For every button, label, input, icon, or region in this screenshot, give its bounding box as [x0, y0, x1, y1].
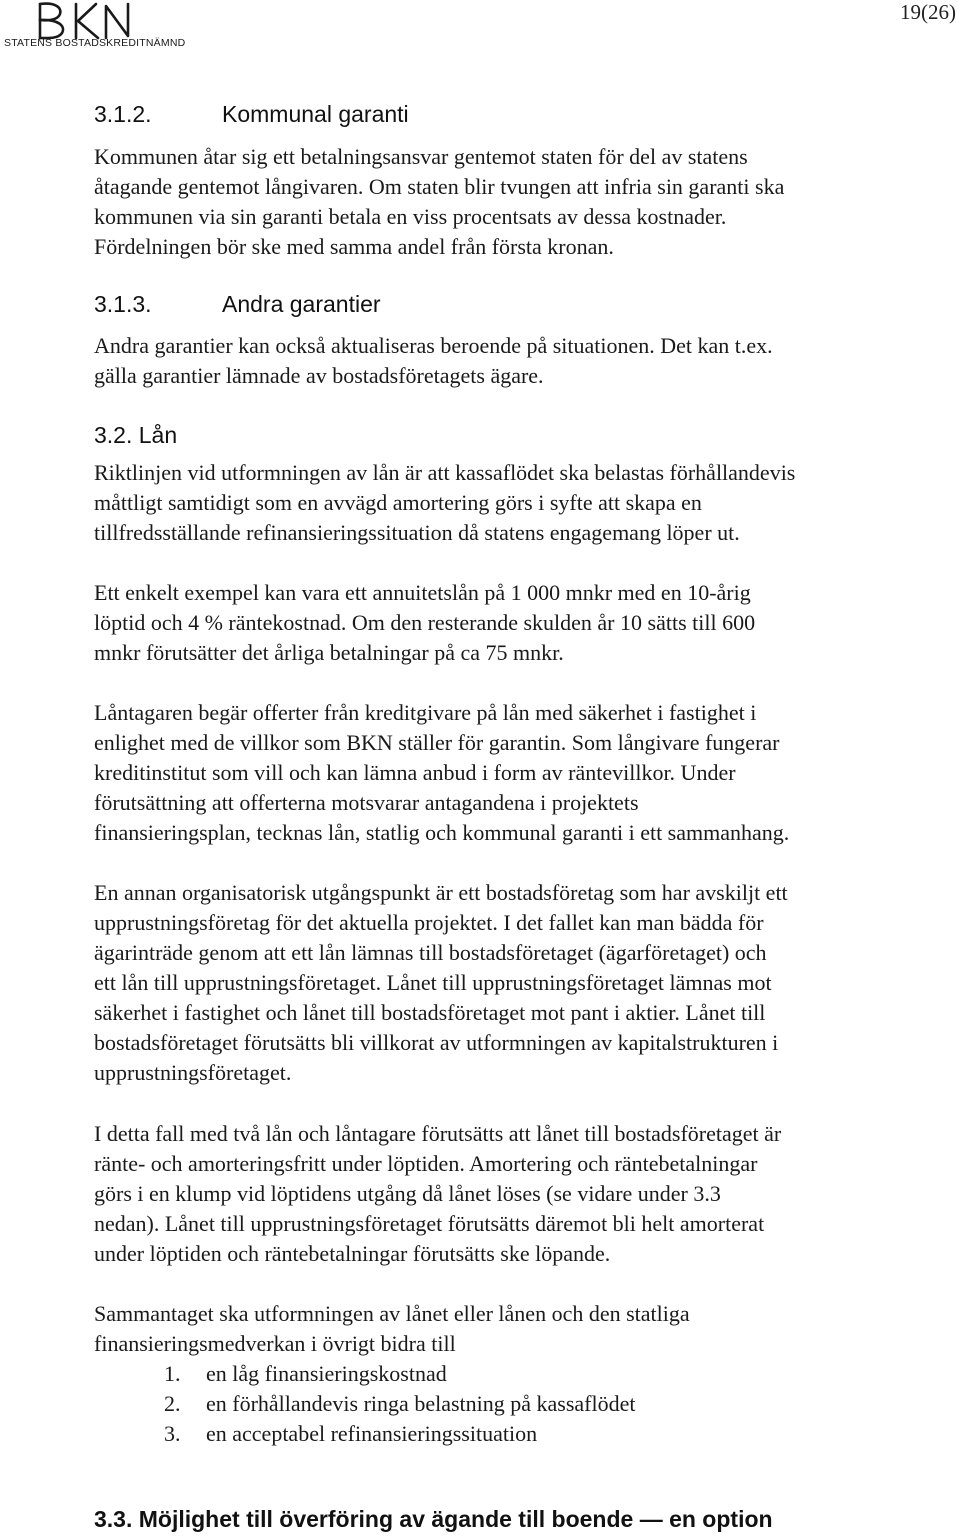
text-line: måttligt samtidigt som en avvägd amortering görs i syfte att skapa en — [94, 490, 702, 515]
section-heading-3-1-3 — [94, 291, 381, 318]
text-line: finansieringsplan, tecknas lån, statlig och kommunal garanti i ett sammanhang. — [94, 820, 790, 845]
text-line: gälla garantier lämnade av bostadsföretagets ägare. — [94, 363, 544, 388]
section-heading-3-2: 3.2. Lån — [94, 422, 178, 448]
list-number: 1. — [164, 1361, 181, 1386]
paragraph-sammantaget — [94, 1299, 954, 1359]
section-title: Kommunal garanti — [222, 101, 409, 127]
text-line: görs i en klump vid löptidens utgång då lånet löses (se vidare under 3.3 — [94, 1181, 721, 1206]
text-line: Andra garantier kan också aktualiseras beroende på situationen. Det kan t.ex. — [94, 333, 773, 358]
text-line: kommunen via sin garanti betala en viss procentsats av dessa kostnader. — [94, 204, 727, 229]
list-number: 2. — [164, 1391, 181, 1416]
text-line: förutsättning att offerterna motsvarar antagandena i projektets — [94, 790, 639, 815]
section-heading-3-1-2 — [94, 101, 409, 128]
text-line: enlighet med de villkor som BKN ställer för garantin. Som långivare fungerar — [94, 730, 780, 755]
text-line: upprustningsföretaget. — [94, 1060, 292, 1085]
text-line: ränte- och amorteringsfritt under löptiden. Amortering och räntebetalningar — [94, 1151, 758, 1176]
text-line: bostadsföretaget förutsätts bli villkorat av utformningen av kapitalstrukturen i — [94, 1030, 779, 1055]
paragraph-organisatorisk — [94, 878, 954, 1088]
text-line: mnkr förutsätter det årliga betalningar på ca 75 mnkr. — [94, 640, 564, 665]
text-line: ett lån till upprustningsföretaget. Lånet till upprustningsföretaget lämnas mot — [94, 970, 772, 995]
text-line: finansieringsmedverkan i övrigt bidra till — [94, 1331, 456, 1356]
text-line: upprustningsföretag för det aktuella projektet. I det fallet kan man bädda för — [94, 910, 764, 935]
list-text: en acceptabel refinansieringssituation — [206, 1421, 538, 1446]
paragraph-exempel — [94, 578, 954, 668]
text-line: Kommunen åtar sig ett betalningsansvar gentemot staten för del av statens — [94, 144, 748, 169]
text-line: under löptiden och räntebetalningar förutsätts ske löpande. — [94, 1241, 611, 1266]
list-item — [164, 1359, 635, 1389]
list-text: en förhållandevis ringa belastning på kassaflödet — [206, 1391, 636, 1416]
section-heading-3-3: 3.3. Möjlighet till överföring av ägande till boende — en option — [94, 1506, 773, 1532]
page-number: 19(26) — [900, 0, 956, 24]
paragraph-lantagaren — [94, 698, 954, 848]
text-line: Sammantaget ska utformningen av lånet eller lånen och den statliga — [94, 1301, 690, 1326]
text-line: säkerhet i fastighet och lånet till bostadsföretaget mot pant i aktier. Lånet till — [94, 1000, 766, 1025]
text-line: åtagande gentemot långivaren. Om staten blir tvungen att infria sin garanti ska — [94, 174, 785, 199]
list-item — [164, 1389, 635, 1419]
list-number: 3. — [164, 1421, 181, 1446]
section-title: Andra garantier — [222, 291, 381, 317]
text-line: Fördelningen bör ske med samma andel från första kronan. — [94, 234, 614, 259]
text-line: Riktlinjen vid utformningen av lån är att kassaflödet ska belastas förhållandevis — [94, 460, 796, 485]
text-line: tillfredsställande refinansieringssituation då statens engagemang löper ut. — [94, 520, 740, 545]
section-number: 3.1.2. — [94, 101, 152, 127]
text-line: Ett enkelt exempel kan vara ett annuitetslån på 1 000 mnkr med en 10-årig — [94, 580, 751, 605]
section-number: 3.1.3. — [94, 291, 152, 317]
paragraph-tva-lan — [94, 1119, 954, 1269]
text-line: löptid och 4 % räntekostnad. Om den resterande skulden år 10 sätts till 600 — [94, 610, 756, 635]
list-text: en låg finansieringskostnad — [206, 1361, 447, 1386]
text-line: Låntagaren begär offerter från kreditgivare på lån med säkerhet i fastighet i — [94, 700, 757, 725]
text-line: En annan organisatorisk utgångspunkt är ett bostadsföretag som har avskiljt ett — [94, 880, 788, 905]
paragraph-riktlinjen — [94, 458, 954, 548]
bkn-logo-icon — [36, 0, 136, 42]
logo-text: STATENS BOSTADSKREDITNÄMND — [4, 37, 186, 49]
logo — [4, 0, 186, 50]
text-line: I detta fall med två lån och låntagare förutsätts att lånet till bostadsföretaget är — [94, 1121, 782, 1146]
paragraph-andra-garantier — [94, 331, 954, 391]
text-line: ägarinträde genom att ett lån lämnas till bostadsföretaget (ägarföretaget) och — [94, 940, 767, 965]
list-item — [164, 1419, 635, 1449]
text-line: kreditinstitut som vill och kan lämna anbud i form av räntevillkor. Under — [94, 760, 736, 785]
goals-list — [164, 1359, 635, 1449]
text-line: nedan). Lånet till upprustningsföretaget förutsätts däremot bli helt amorterat — [94, 1211, 765, 1236]
paragraph-kommunal-garanti — [94, 142, 954, 262]
